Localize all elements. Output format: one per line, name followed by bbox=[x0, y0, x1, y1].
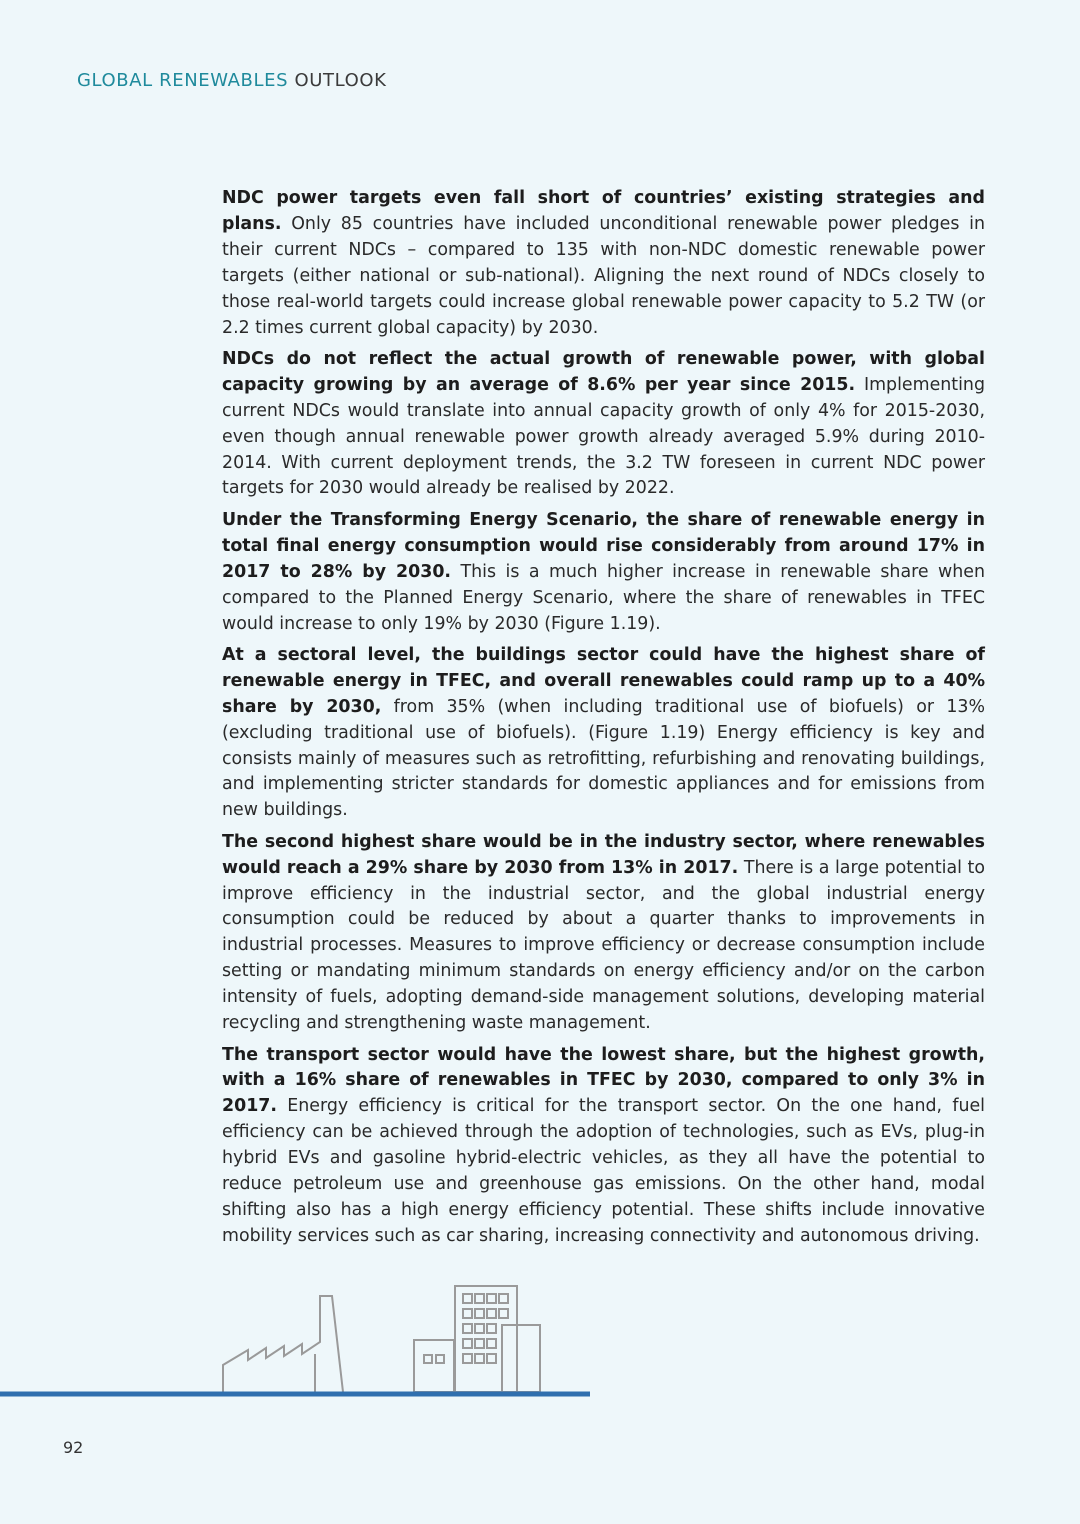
paragraph-body: from 35% (when including traditional use of biofuels) or 13% (excluding traditional use of biofuels). (Figure 1.19) Energy efficiency is key and consists mainly of measures such as retrofitting, refurbishing and renovating buildings, and implementing stricter standards for domestic appliances and for emissions from new buildings. bbox=[222, 696, 985, 821]
paragraph-body: There is a large potential to improve efficiency in the industrial sector, and the global industrial energy consumption could be reduced by about a quarter thanks to improvements in industrial processes. Measures to improve efficiency or decrease consumption include setting or mandating minimum standards on energy efficiency and/or on the carbon intensity of fuels, adopting demand-side management solutions, developing material recycling and strengthening waste management. bbox=[222, 857, 986, 1034]
paragraph bbox=[222, 830, 985, 1037]
paragraph-lead: At a sectoral level, the buildings sector could have the highest share of renewable energy in TFEC, and overall renewables could ramp up to a 40% share by 2030, bbox=[222, 644, 985, 717]
paragraph-lead: The transport sector would have the lowest share, but the highest growth, with a 16% share of renewables in TFEC by 2030, compared to only 3% in 2017. bbox=[222, 1044, 985, 1117]
paragraph-lead: Under the Transforming Energy Scenario, the share of renewable energy in total final energy consumption would rise considerably from around 17% in 2017 to 28% by 2030. bbox=[222, 509, 985, 582]
paragraph bbox=[222, 186, 985, 341]
running-head bbox=[77, 70, 387, 91]
paragraph-lead: NDC power targets even fall short of countries’ existing strategies and plans. bbox=[222, 188, 985, 234]
paragraph bbox=[222, 643, 985, 824]
paragraph-body: This is a much higher increase in renewable share when compared to the Planned Energy Scenario, where the share of renewables in TFEC would increase to only 19% by 2030 (Figure 1.19). bbox=[222, 561, 985, 634]
paragraph-lead: NDCs do not reflect the actual growth of renewable power, with global capacity growing by an average of 8.6% per year since 2015. bbox=[222, 348, 985, 395]
paragraph-body: Only 85 countries have included unconditional renewable power pledges in their current NDCs – compared to 135 with non-NDC domestic renewable power targets (either national or sub-national). Aligning the next round of NDCs closely to those real-world targets could increase global renewable power capacity to 5.2 TW (or 2.2 times current global capacity) by 2030. bbox=[222, 213, 985, 338]
paragraph bbox=[222, 347, 985, 502]
paragraph-body: Implementing current NDCs would translate into annual capacity growth of only 4% for 2015-2030, even though annual renewable power growth already averaged 5.9% during 2010-2014. With current deployment trends, the 3.2 TW foreseen in current NDC power targets for 2030 would already be realised by 2022. bbox=[222, 374, 985, 499]
page-number: 92 bbox=[63, 1438, 84, 1457]
running-head-accent: GLOBAL RENEWABLES bbox=[77, 70, 289, 91]
paragraph-body: Energy efficiency is critical for the transport sector. On the one hand, fuel efficiency can be achieved through the adoption of technologies, such as EVs, plug-in hybrid EVs and gasoline hybrid-electric vehicles, as they all have the potential to reduce petroleum use and greenhouse gas emissions. On the other hand, modal shifting also has a high energy efficiency potential. These shifts include innovative mobility services such as car sharing, increasing connectivity and autonomous driving. bbox=[222, 1096, 985, 1246]
industry-illustration bbox=[0, 1280, 600, 1405]
paragraph bbox=[222, 1043, 985, 1250]
running-head-rest: OUTLOOK bbox=[288, 70, 387, 91]
factory-icon bbox=[223, 1296, 343, 1392]
office-buildings-icon bbox=[414, 1286, 540, 1392]
body-text bbox=[222, 186, 985, 1255]
paragraph bbox=[222, 508, 985, 638]
paragraph-lead: The second highest share would be in the industry sector, where renewables would reach a 29% share by 2030 from 13% in 2017. bbox=[222, 831, 985, 878]
